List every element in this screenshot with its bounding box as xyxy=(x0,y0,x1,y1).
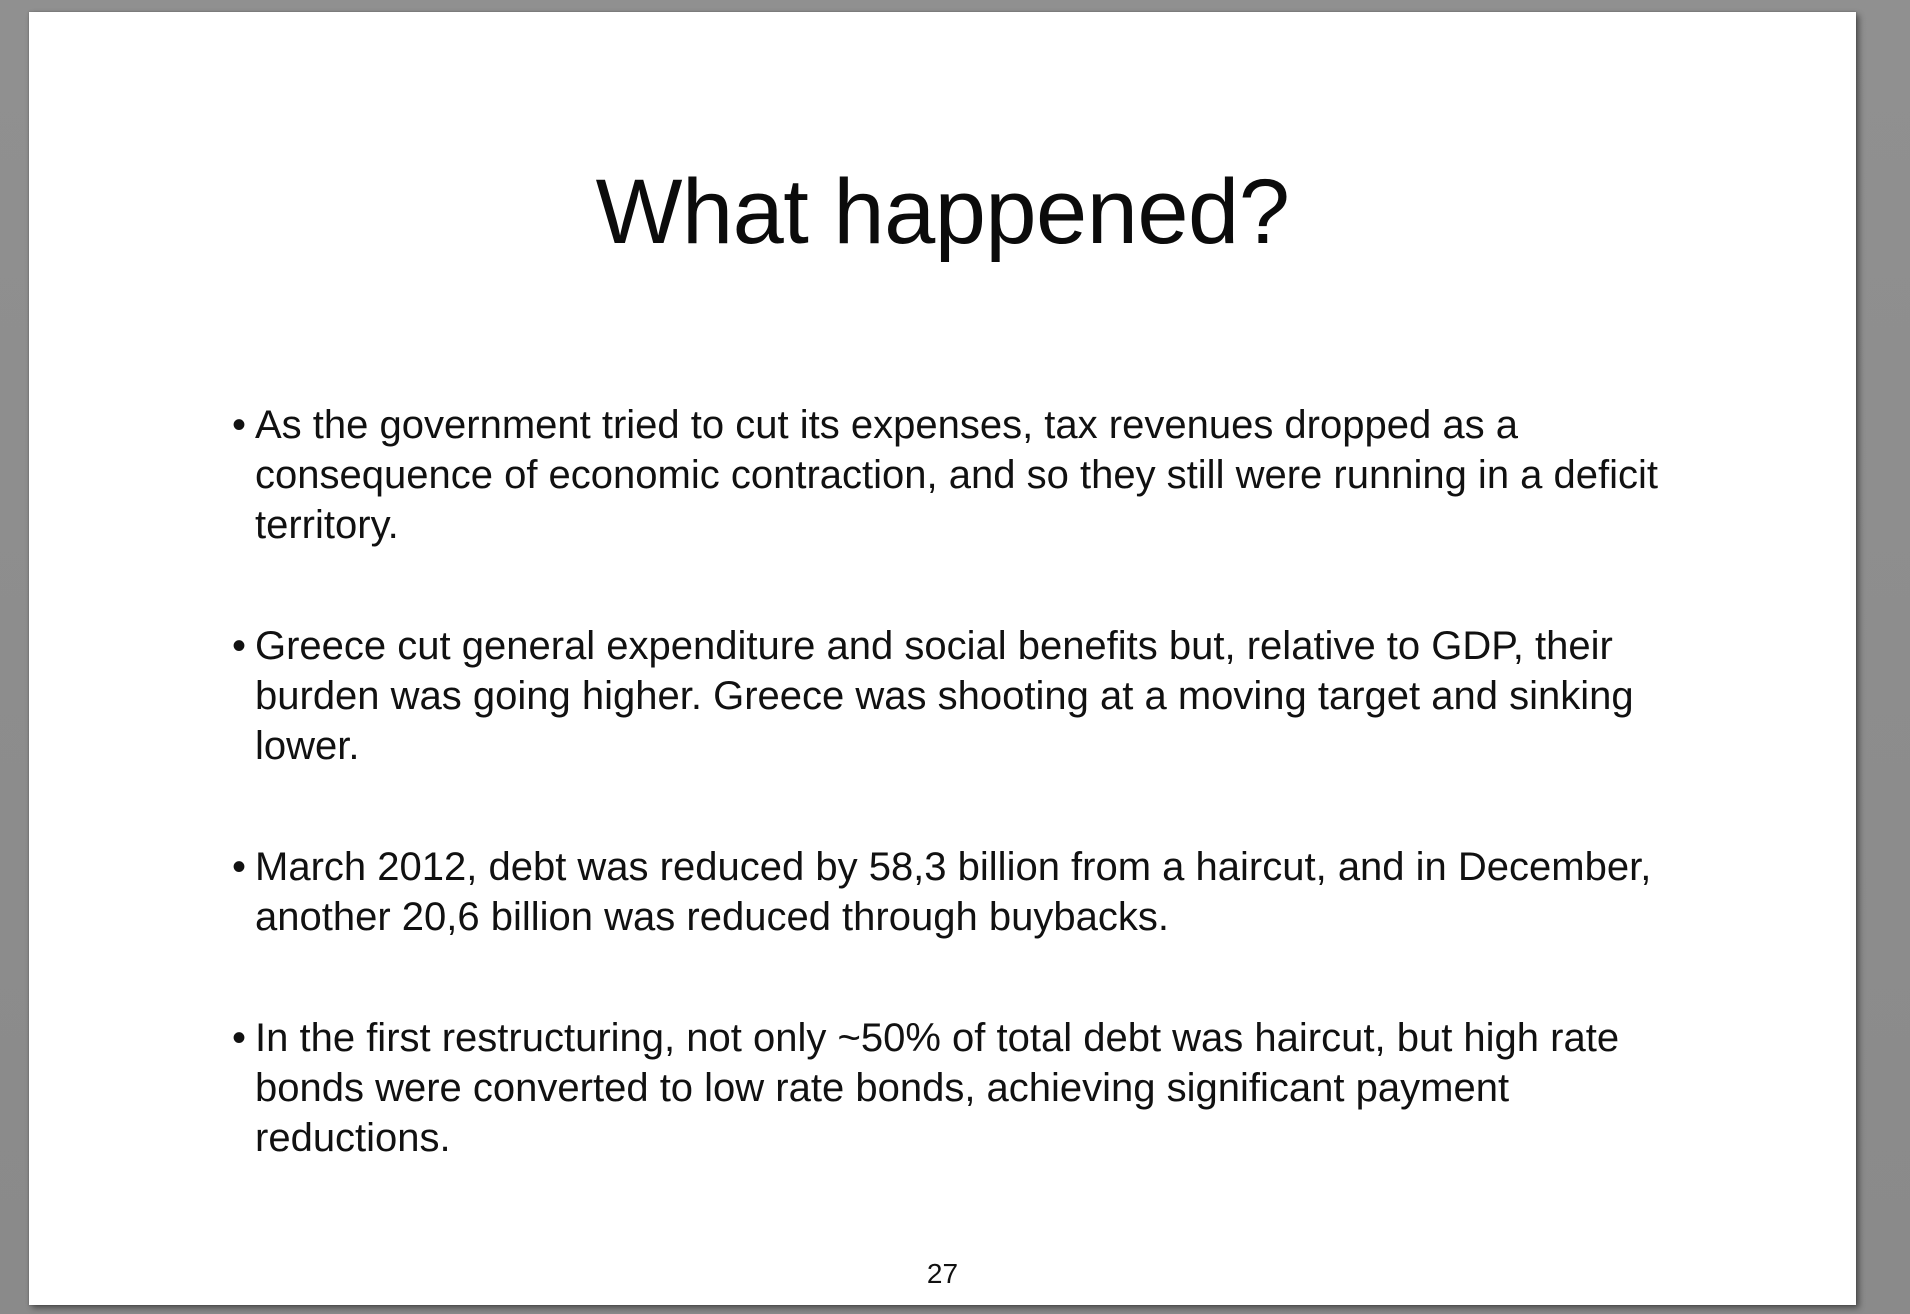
page-number: 27 xyxy=(926,1258,959,1289)
bullet-item xyxy=(232,842,1685,942)
slide-title: What happened? xyxy=(595,161,1290,263)
bullet-item xyxy=(232,1013,1685,1163)
bullet-marker: • xyxy=(232,1016,247,1060)
bullet-marker: • xyxy=(232,403,247,447)
bullet-text: In the first restructuring, not only ~50% of total debt was haircut, but high rate bonds were converted to low rate bonds, achieving significant payment reductions. xyxy=(255,1016,1620,1160)
bullet-list xyxy=(232,400,1685,1234)
bullet-marker: • xyxy=(232,845,247,889)
bullet-text: Greece cut general expenditure and social benefits but, relative to GDP, their burden was going higher. Greece was shooting at a moving target and sinking lower. xyxy=(255,624,1634,768)
bullet-item xyxy=(232,400,1685,550)
bullet-marker: • xyxy=(232,624,247,668)
bullet-item xyxy=(232,621,1685,771)
slide-page xyxy=(29,12,1856,1305)
bullet-text: As the government tried to cut its expenses, tax revenues dropped as a consequence of economic contraction, and so they still were running in a deficit territory. xyxy=(255,403,1659,547)
bullet-text: March 2012, debt was reduced by 58,3 billion from a haircut, and in December, another 20,6 billion was reduced through buybacks. xyxy=(255,845,1652,939)
